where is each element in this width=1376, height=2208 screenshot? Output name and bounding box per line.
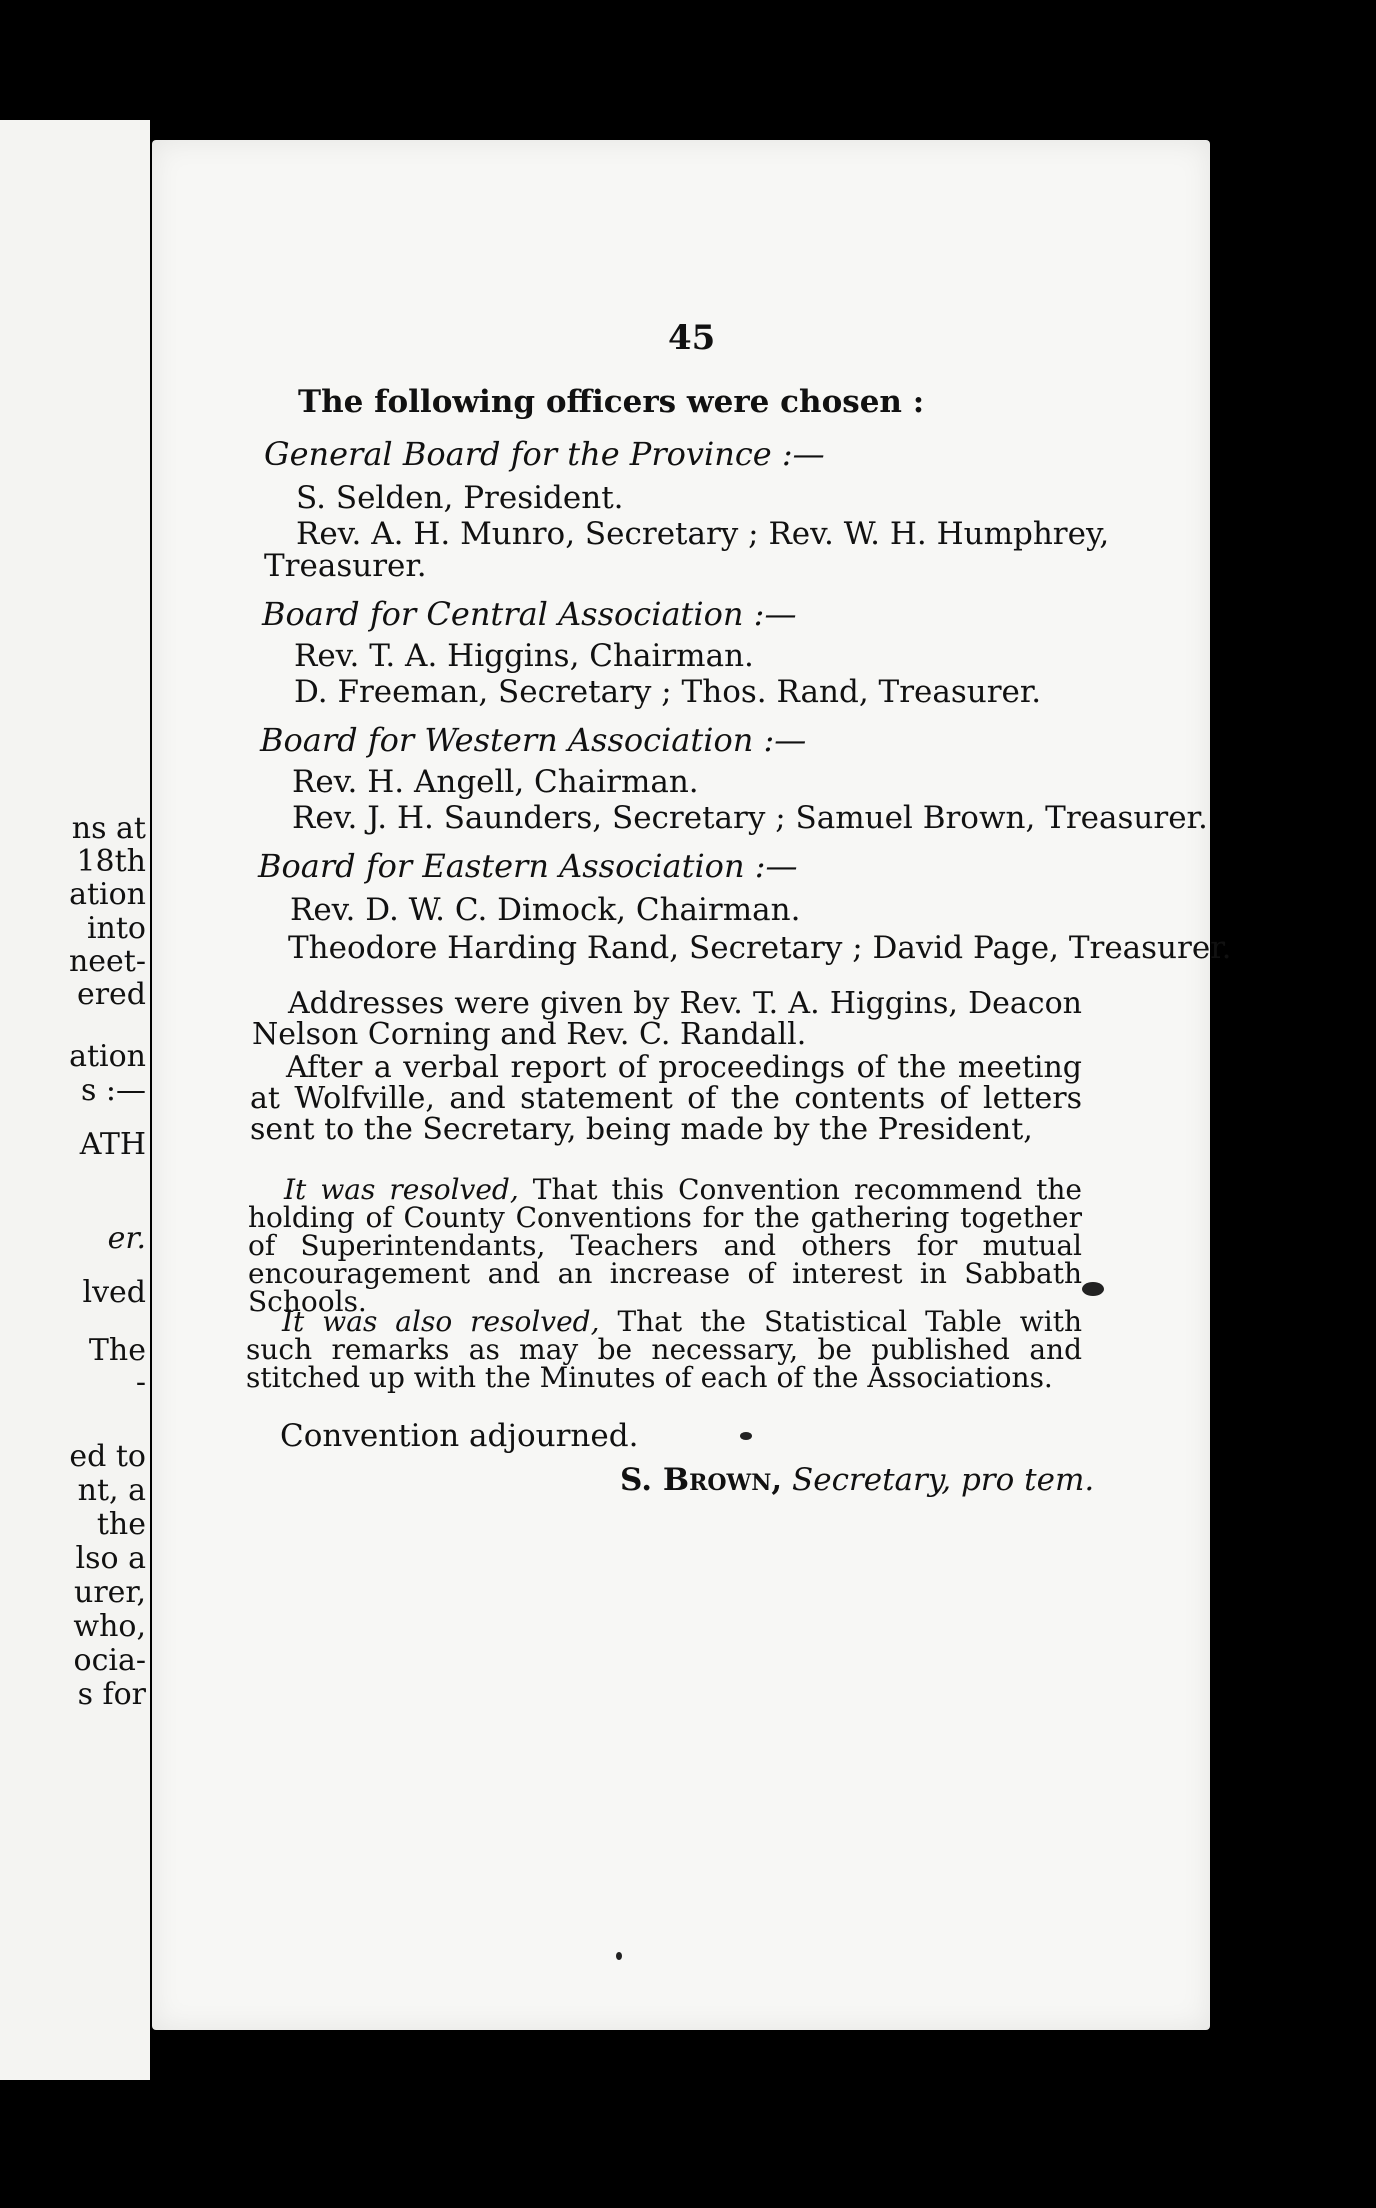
signature-role: Secretary, pro tem. xyxy=(791,1462,1095,1498)
report-paragraph xyxy=(250,1052,1082,1145)
previous-page-text-fragment: er. xyxy=(107,1221,146,1256)
report-text: After a verbal report of proceedings of the meeting at Wolfville, and statement of the contents of letters sent to the Secretary, being made by the President, xyxy=(250,1050,1082,1147)
adjourned-line: Convention adjourned. xyxy=(280,1418,639,1454)
previous-page-text-fragment: ns at xyxy=(71,811,146,846)
previous-page-text-fragment: ed to xyxy=(69,1439,146,1474)
previous-page-text-fragment: 18th xyxy=(76,844,146,879)
resolution-two xyxy=(246,1305,1082,1394)
western-board-line: Rev. H. Angell, Chairman. xyxy=(292,764,699,800)
previous-page-text-fragment: lved xyxy=(82,1275,146,1310)
ink-speck xyxy=(1082,1282,1104,1296)
general-board-line: Rev. A. H. Munro, Secretary ; Rev. W. H. Humphrey, xyxy=(296,516,1110,552)
previous-page-text-fragment: s :— xyxy=(80,1073,146,1108)
previous-page-text-fragment: who, xyxy=(73,1609,146,1644)
general-board-line: Treasurer. xyxy=(264,548,427,584)
previous-page-text-fragment: The xyxy=(88,1333,146,1368)
addresses-paragraph xyxy=(252,988,1082,1050)
previous-page-edge xyxy=(0,120,150,2080)
signature-name: S. Brown, xyxy=(620,1462,783,1498)
previous-page-text-fragment: ation xyxy=(69,877,146,912)
resolution-one xyxy=(248,1173,1083,1318)
addresses-text: Addresses were given by Rev. T. A. Higgins, Deacon Nelson Corning and Rev. C. Randall. xyxy=(252,986,1082,1052)
previous-page-text-fragment: lso a xyxy=(75,1541,146,1576)
resolution-two-lead: It was also resolved, xyxy=(282,1305,600,1338)
previous-page-text-fragment: - xyxy=(135,1365,146,1400)
document-page xyxy=(152,140,1232,2030)
general-board-line: S. Selden, President. xyxy=(296,480,624,516)
ink-speck xyxy=(740,1432,752,1440)
resolution-one-lead: It was resolved, xyxy=(284,1173,519,1206)
central-board-line: Rev. T. A. Higgins, Chairman. xyxy=(294,638,754,674)
previous-page-text-fragment: nt, a xyxy=(77,1473,146,1508)
section-heading-eastern: Board for Eastern Association :— xyxy=(258,847,798,885)
section-heading-general-board: General Board for the Province :— xyxy=(264,435,825,473)
western-board-line: Rev. J. H. Saunders, Secretary ; Samuel Brown, Treasurer. xyxy=(292,800,1208,836)
resolution-one-text: That this Convention recommend the holding of County Conventions for the gathering together of Superintendants, Teachers and others for mutual encouragement and an increase of interest in Sabbath Schools. xyxy=(248,1173,1083,1318)
previous-page-text-fragment: ered xyxy=(76,977,146,1012)
previous-page-text-fragment: neet- xyxy=(68,944,146,979)
previous-page-text-fragment: into xyxy=(86,911,146,946)
eastern-board-line: Theodore Harding Rand, Secretary ; David Page, Treasurer. xyxy=(288,930,1232,966)
ink-speck xyxy=(616,1952,622,1960)
previous-page-text-fragment: ation xyxy=(69,1039,146,1074)
central-board-line: D. Freeman, Secretary ; Thos. Rand, Treasurer. xyxy=(294,674,1042,710)
intro-line: The following officers were chosen : xyxy=(298,384,925,420)
page-number: 45 xyxy=(668,318,716,358)
resolution-two-text: That the Statistical Table with such remarks as may be necessary, be published and stitched up with the Minutes of each of the Associations. xyxy=(246,1305,1082,1394)
eastern-board-line: Rev. D. W. C. Dimock, Chairman. xyxy=(290,892,801,928)
previous-page-text-fragment: ocia- xyxy=(73,1643,146,1678)
section-heading-central: Board for Central Association :— xyxy=(262,595,797,633)
previous-page-text-fragment: ATH xyxy=(79,1127,146,1162)
previous-page-text-fragment: urer, xyxy=(74,1575,146,1610)
previous-page-text-fragment: s for xyxy=(77,1677,146,1712)
section-heading-western: Board for Western Association :— xyxy=(260,721,807,759)
previous-page-text-fragment: the xyxy=(96,1507,146,1542)
signature xyxy=(620,1462,1094,1498)
